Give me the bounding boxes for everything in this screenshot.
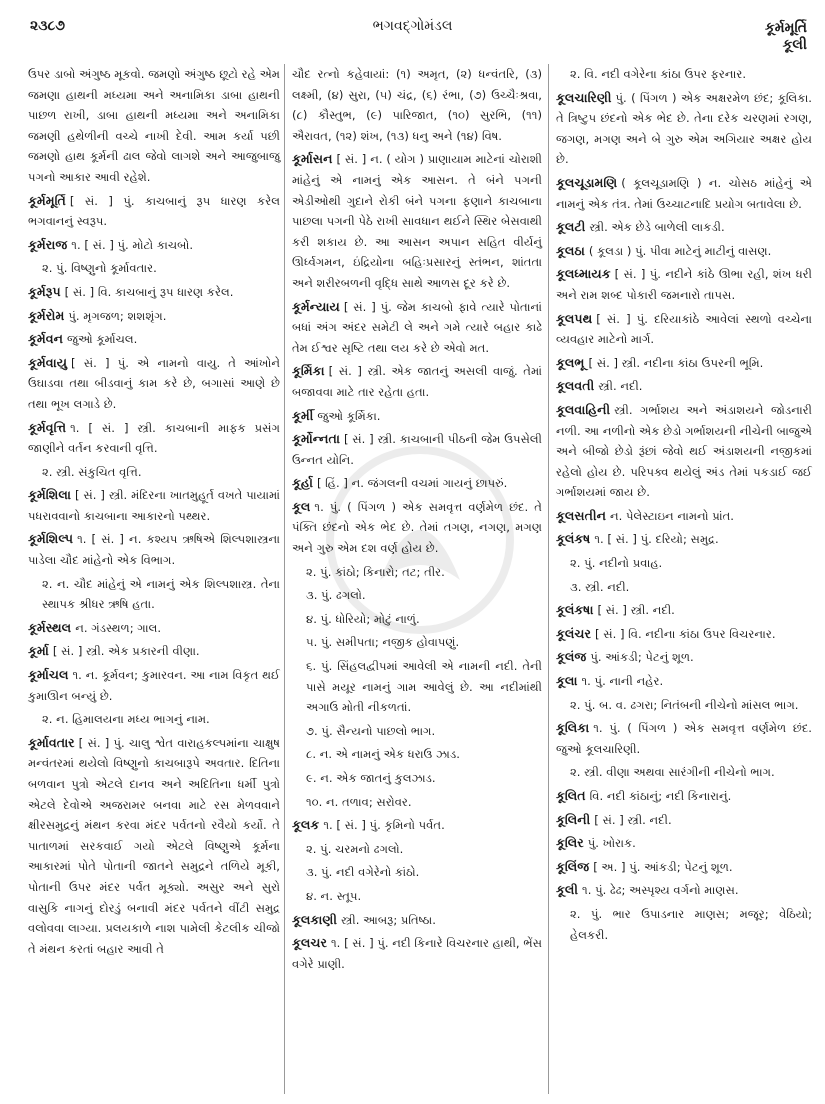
definition: ૨. પું. નદીનો પ્રવાહ. [570, 556, 663, 571]
dictionary-entry [556, 241, 812, 262]
definition: [ સં. ] સ્ત્રી. મંદિરના ખાતમુહૂર્ત વખતે પાયામાં પધરાવવાનો કાચબાના આકારનો પથ્થર. [28, 488, 280, 523]
headword: કૂલિની [556, 811, 591, 827]
definition: ૭. પું. સૈન્યનો પાછલો ભાગ. [306, 723, 436, 738]
headword: કૂલ [292, 498, 311, 514]
definition: ૩. પું. ઢગલો. [306, 588, 366, 603]
definition: સ્ત્રી. નદી. [598, 379, 643, 394]
definition: ૨. સ્ત્રી. સંકુચિત વૃત્તિ. [42, 464, 142, 479]
dictionary-entry [292, 429, 542, 470]
definition: ૪. ન. સ્તૂપ. [306, 888, 362, 903]
column-2 [292, 64, 542, 977]
dictionary-entry [556, 173, 812, 214]
entry-sense [28, 258, 280, 279]
dictionary-entry [556, 376, 812, 397]
dictionary-entry [28, 618, 280, 639]
entry-sense [28, 574, 280, 615]
headword: કૂર્મરોમ [28, 307, 65, 323]
definition: ૧. પું. નાની નહેર. [581, 674, 664, 689]
entry-sense [292, 862, 542, 883]
definition: [ હિં. ] ન. જંગલની વચમાં ગાયનું છાપરું. [316, 476, 508, 491]
dictionary-entry [556, 506, 812, 527]
definition: ૨. પું. કાંઠો; કિનારો; તટ; તીર. [306, 564, 445, 579]
dictionary-entry [556, 309, 812, 350]
headword: કૂલકાણી [292, 911, 337, 927]
definition: ( કૂલચૂડામણિ ) ન. ચોસઠ માંહેનું એ નામનું એક તંત્ર. તેમાં ઉચ્ચાટનાદિ પ્રયોગ બતાવેલા છે. [556, 175, 812, 211]
definition: ૮. ન. એ નામનું એક ધરાઉ ઝાડ. [306, 747, 460, 762]
dictionary-entry [28, 282, 280, 303]
definition: [ સં. ] પું. દરિયાકાંઠે આવેલાં સ્થળો વચ્ચેના વ્યવહાર માટેનો માર્ગ. [556, 311, 812, 347]
dictionary-entry [28, 306, 280, 327]
dictionary-entry [556, 647, 812, 668]
entry-sense [556, 904, 812, 945]
dictionary-entry [556, 217, 812, 238]
guide-word-first: કૂર્મમૂર્તિ [764, 20, 807, 36]
headword: કૂલઠા [556, 242, 585, 258]
definition: જુઓ કૂર્મિકા. [317, 408, 381, 423]
definition: ૨. વિ. નદી વગેરેના કાંઠા ઉપર ફરનાર. [570, 67, 747, 81]
definition: [ અ. ] પું. આંકડી; પેટનું શૂળ. [593, 859, 733, 874]
headword: કૂલી [556, 882, 579, 898]
headword: કૂર્મરૂપ [28, 283, 61, 299]
definition: ૪. પું. ધોરિયો; મોટું નાળું. [306, 611, 420, 626]
headword: કૂલટી [556, 219, 586, 235]
definition: ૨. પું. બ. વ. ઢગરા; નિતંબની નીચેનો માંસલ ભાગ. [570, 697, 799, 712]
headword: કૂલચારિણી [556, 89, 612, 105]
headword: કૂલચૂડામણિ [556, 174, 618, 190]
dictionary-entry [292, 361, 542, 402]
dictionary-entry [28, 529, 280, 570]
headword: કૂલચર [292, 935, 327, 951]
definition: [ સં. ] વિ. નદીના કાંઠા ઉપર વિચરનાર. [595, 626, 776, 641]
definition: ૨. ન. હિમાલયના મધ્ય ભાગનું નામ. [42, 712, 210, 727]
definition: ૧. [ સં. ] પું. નદી કિનારે વિચરનાર હાથી, ભેંસ વગેરે પ્રાણી. [292, 936, 542, 971]
definition: [ સં. ] પું. એ નામનો વાયુ. તે આંખોને ઉઘાડવા તથા બીડવાનું કામ કરે છે, બગાસાં આણે છે તથા ભૂખ લગાડે છે. [28, 355, 280, 411]
headword: કૂર્મિકા [292, 363, 325, 379]
column-3 [556, 64, 812, 948]
entry-sense [292, 886, 542, 907]
definition: ૧. પું. ઢેઢ; અસ્પૃશ્ય વર્ગનો માણસ. [582, 883, 739, 898]
headword: કૂર્માવતાર [28, 734, 75, 750]
headword: કૂર્મસ્થલ [28, 619, 72, 635]
definition: ૯. ન. એક જાતનું કુલઝાડ. [306, 771, 436, 785]
dictionary-entry [556, 857, 812, 878]
definition: વિ. નદી કાંઠાનું; નદી કિનારાનું. [589, 789, 732, 803]
definition: [ સં. ] સ્ત્રી. નદી. [597, 603, 675, 618]
definition: પું. મૃગજળ; શશશૃંગ. [68, 308, 167, 323]
definition: [ સં. ] વિ. કાચબાનું રૂપ ધારણ કરેલ. [64, 284, 234, 299]
definition: [ સં. ] સ્ત્રી. એક જાતનું અસલી વાજું. તેમાં બજાવવા માટે તાર રહેતા હતા. [292, 364, 542, 399]
headword: કૂલિકા [556, 720, 590, 736]
entry-sense [292, 839, 542, 860]
dictionary-entry [292, 406, 542, 427]
dictionary-entry [556, 833, 812, 854]
dictionary-entry [28, 329, 280, 350]
definition: [ સં. ] સ્ત્રી. એક પ્રકારની વીણા. [52, 644, 200, 659]
definition: જુઓ કૂર્માચલ. [67, 332, 138, 347]
entry-sense [292, 585, 542, 606]
definition: ૨. પું. ભાર ઉપાડનાર માણસ; મજૂર; વેઠિયો; હેલકરી. [570, 906, 812, 942]
dictionary-entry [28, 353, 280, 415]
headword: કૂલપથ [556, 310, 593, 326]
definition: ( કૂલડા ) પું. પીવા માટેનું માટીનું વાસણ. [588, 243, 772, 258]
dictionary-entry [292, 149, 542, 293]
headword: કૂલંકષ [556, 531, 591, 547]
definition: ૩. પું. નદી વગેરેનો કાંઠો. [306, 865, 420, 880]
headword: કૂલધ્માયક [556, 266, 611, 282]
dictionary-entry [292, 297, 542, 359]
entry-sense [556, 695, 812, 716]
column-divider [548, 64, 549, 1094]
dictionary-entry [28, 235, 280, 256]
definition: ૧. ન. કૂર્મવન; કુમારવન. આ નામ વિકૃત થઈ કુમાઊન બન્યું છે. [28, 668, 280, 703]
headword: કૂલિત [556, 788, 586, 803]
entry-sense [556, 762, 812, 783]
headword: કૂલા [556, 673, 578, 689]
entry-continuation [292, 64, 542, 146]
definition: [ સં. ] સ્ત્રી. કાચબાની પીઠની જેમ ઉપસેલી ઉન્નત યોનિ. [292, 432, 542, 467]
headword: કૂલિર [556, 835, 584, 851]
dictionary-entry [556, 264, 812, 305]
definition: ૨. સ્ત્રી. વીણા અથવા સારંગીની નીચેનો ભાગ. [570, 765, 775, 780]
definition: ૧. પું. ( પિંગળ ) એક સમવૃત્ત વર્ણમેળ છંદ. જુઓ કૂલચારિણી. [556, 721, 812, 756]
dictionary-entry [28, 485, 280, 526]
dictionary-entry [292, 815, 542, 836]
definition: [ સં. ] પું. જેમ કાચબો ફાવે ત્યારે પોતાનાં બધાં અંગ અંદર સમેટી લે અને ગમે ત્યારે બહાર કાઢે તેમ ઈશ્વર સૃષ્ટિ તથા લય કરે છે એવો મત. [292, 299, 542, 355]
guide-words [765, 20, 807, 54]
definition: [ સં. ] ન. ( યોગ ) પ્રાણાયામ માટેનાં ચોરાશી માંહેનું એ નામનું એક આસન. તે બંને પગની એડીઓથી ગુદાને રોકી બંને પગના ફણાને કાચબાના પાછલા પગની પેઠે રાખી સાવધાન થઈને સ્થિર બેસવાથી કરી શકાય છે. આ આસન અપાન સહિત વીર્યનું ઊર્ધ્વગમન, ઇંદ્રિયોના બહિઃપ્રસારનું સ્તંભન, શાંતતા અને શરીરબળની વૃદ્ધિ સાથે આળસ દૂર કરે છે. [292, 152, 542, 290]
headword: કૂર્માચલ [28, 667, 69, 683]
entry-sense [292, 721, 542, 742]
headword: કૂર્મન્યાય [292, 298, 340, 314]
dictionary-entry [556, 810, 812, 831]
definition: ૧. [ સં. ] સ્ત્રી. કાચબાની માફક પ્રસંગ જાણીને વર્તન કરવાની વૃત્તિ. [28, 420, 280, 456]
entry-sense [292, 632, 542, 653]
headword: કૂર્મમૂર્તિ [28, 192, 66, 208]
headword: કૂર્મવન [28, 331, 64, 347]
entry-sense [292, 768, 542, 789]
definition: ચૌદ રત્નો કહેવાયાં: (૧) અમૃત, (૨) ધન્વંતરિ, (૩) લક્ષ્મી, (૪) સુરા, (૫) ચંદ્ર, (૬) રંભા, (૭) ઉચ્ચૈઃશ્રવા, (૮) કૌસ્તુભ, (૯) પારિજાત, (૧૦) સુરભિ, (૧૧) ઐરાવત, (૧૨) શંખ, (૧૩) ધનુ અને (૧૪) વિષ. [292, 67, 542, 143]
headword: કૂલિંજ [556, 858, 590, 874]
entry-sense [556, 553, 812, 574]
definition: ૫. પું. સમીપતા; નજીક હોવાપણું. [306, 635, 460, 650]
definition: ૨. પું. વિષ્ણુનો કૂર્માવતાર. [42, 261, 157, 276]
dictionary-entry [28, 733, 280, 960]
headword: કૂલસતીન [556, 507, 606, 523]
dictionary-entry [292, 933, 542, 974]
definition: સ્ત્રી. એક છેડે બાળેલી લાકડી. [589, 220, 725, 235]
definition: ૬. પું. સિંહલદ્વીપમાં આવેલી એ નામની નદી. તેની પાસે મયૂર નામનું ગામ આવેલું છે. આ નદીમાંથી અગાઉ મોતી નીકળતાં. [306, 659, 542, 715]
definition: ૧. પું. ( પિંગળ ) એક સમવૃત્ત વર્ણમેળ છંદ. તે પંક્તિ છંદનો એક ભેદ છે. તેમાં તગણ, નગણ, મગણ અને ગુરુ એમ દશ વર્ણ હોય છે. [292, 499, 542, 556]
dictionary-entry [292, 497, 542, 559]
definition: [ સં. ] સ્ત્રી. નદી. [594, 812, 672, 827]
headword: કૂલભૂ [556, 354, 585, 370]
dictionary-entry [556, 718, 812, 759]
definition: ૧. [ સં. ] પું. કૃમિનો પર્વત. [323, 818, 445, 833]
definition: ૧૦. ન. તળાવ; સરોવર. [306, 794, 412, 809]
headword: કૂર્મશિલા [28, 487, 71, 503]
entry-sense [28, 462, 280, 483]
entry-sense [556, 64, 812, 85]
page-title: ભગવદ્ગોમંડલ [372, 18, 453, 34]
guide-word-last: કૂલી [782, 37, 807, 53]
definition: [ સં. ] સ્ત્રી. નદીના કાંઠા ઉપરની ભૂમિ. [588, 355, 764, 370]
headword: કૂર્મા [28, 643, 49, 659]
headword: કૂલવાહિની [556, 401, 611, 417]
definition: પું. આંકડી; પેટનું શૂળ. [590, 650, 694, 665]
dictionary-entry [556, 671, 812, 692]
entry-sense [292, 744, 542, 765]
definition: ન. પેલેસ્ટાઇન નામનો પ્રાંત. [609, 508, 734, 523]
headword: કૂલક [292, 817, 320, 833]
headword: કૂલવતી [556, 378, 595, 394]
headword: કૂર્માસન [292, 151, 333, 167]
dictionary-entry [556, 529, 812, 550]
definition: ન. ગંડસ્થળ; ગાલ. [75, 620, 162, 635]
headword: કૂર્મશિલ્પ [28, 531, 74, 547]
definition: સ્ત્રી. આબરૂ; પ્રતિષ્ઠા. [340, 912, 436, 927]
definition: પું. ( પિંગળ ) એક અક્ષરમેળ છંદ; કૂલિકા. તે ત્રિષ્ટુપ છંદનો એક ભેદ છે. તેના દરેક ચરણમાં રગણ, જગણ, મગણ અને બે ગુરુ એમ અગિયાર અક્ષર હોય છે. [556, 90, 812, 167]
headword: કૂલંજ [556, 649, 587, 665]
headword: કૂર્મવૃત્તિ [28, 419, 67, 435]
dictionary-entry [556, 786, 812, 807]
definition: [ સં. ] પું. નદીને કાંઠે ઊભા રહી, શંખ ધરી અને રામ શબ્દ પોકારી જમનારો તાપસ. [556, 267, 812, 302]
headword: કૂર્મવાયુ [28, 354, 68, 370]
column-divider [284, 64, 285, 1094]
definition: [ સં. ] પું. કાચબાનું રૂપ ધારણ કરેલ ભગવાનનું સ્વરૂપ. [28, 193, 280, 229]
definition: ૧. [ સં. ] પું. મોટો કાચબો. [71, 237, 194, 252]
dictionary-entry [28, 418, 280, 459]
dictionary-entry [292, 473, 542, 494]
definition: ૩. સ્ત્રી. નદી. [570, 579, 630, 594]
definition: ૧. [ સં. ] પું. દરિયો; સમુદ્ર. [594, 532, 719, 547]
dictionary-entry [556, 600, 812, 621]
definition: સ્ત્રી. ગર્ભાશય અને અંડાશયને જોડનારી નળી. આ નળીનો એક છેડો ગર્ભાશયની નીચેની બાજુએ અને બીજો છેડો રૂંછાં જેવો થઈ અંડાશયની નજીકમાં રહેલો હોય છે. પરિપક્વ થયેલું અંડ તેમાં પકડાઈ જઈ ગર્ભાશયમાં જાય છે. [556, 402, 812, 500]
dictionary-entry [556, 353, 812, 374]
entry-sense [28, 709, 280, 730]
headword: કૂર્મોન્નતા [292, 431, 340, 447]
headword: કૂર્મી [292, 407, 314, 423]
headword: કૂલંચર [556, 625, 591, 641]
definition: પું. ખોરાક. [587, 836, 636, 851]
entry-continuation [28, 64, 280, 188]
dictionary-entry [292, 910, 542, 931]
entry-sense [292, 656, 542, 718]
dictionary-entry [556, 400, 812, 503]
dictionary-entry [28, 665, 280, 706]
dictionary-entry [556, 880, 812, 901]
entry-sense [292, 792, 542, 813]
dictionary-entry [28, 641, 280, 662]
dictionary-entry [556, 624, 812, 645]
dictionary-entry [28, 191, 280, 232]
entry-sense [292, 609, 542, 630]
entry-sense [556, 577, 812, 598]
entry-sense [292, 562, 542, 583]
page-number: ૨૩૮૭ [30, 18, 65, 34]
headword: કૂર્મરાજ [28, 236, 68, 252]
headword: કૂલંકષા [556, 602, 594, 618]
definition: ૧. [ સં. ] ન. કશ્યપ ઋષિએ શિલ્પશાસ્ત્રના પાડેલા ચૌદ માંહેનો એક વિભાગ. [28, 532, 280, 568]
column-1 [28, 64, 280, 962]
definition: [ સં. ] પું. ચાલુ શ્વેત વારાહકલ્પમાંના ચાક્ષુષ મન્વંતરમાં થયેલો વિષ્ણુનો કાચબારૂપે અવતાર. દિતિના બળવાન પુત્રો એટલે દાનવ અને અદિતિના ધર્મી પુત્રો એટલે દેવોએ અજરામર બનવા માટે રસ મેળવવાને ક્ષીરસમુદ્રનું મંથન કરવા મંદર પર્વતનો રવૈયો કર્યો. તે પાતાળમાં સરકવાઈ ગયો એટલે વિષ્ણુએ કૂર્મના આકારમાં પોતે પોતાની જાતને સમુદ્રને તળિયે મૂકી, પોતાની ઉપર મંદર પર્વત મૂક્યો. અસુર અને સુરો વાસુકિ નાગનું દોરડું બનાવી મંદર પર્વતને વીંટી સમુદ્ર વલોવવા લાગ્યા. પ્રલયકાળે નાશ પામેલી કેટલીક ચીજો તે મંથન કરતાં બહાર આવી તે [28, 735, 280, 956]
headword: કૂર્હા [292, 475, 313, 491]
definition: ૨. ન. ચૌદ માંહેનું એ નામનું એક શિલ્પશાસ્ત્ર. તેના સ્થાપક શ્રીધર ઋષિ હતા. [42, 576, 280, 612]
definition: ૨. પું. ચરમનો ઢગલો. [306, 841, 404, 856]
definition: ઉપર ડાબો અંગુષ્ઠ મૂકવો. જમણો અંગુષ્ઠ છૂટો રહે એમ જમણા હાથની મધ્યમા અને અનામિકા ડાબા હાથની પાછળ રાખી, ડાબા હાથની મધ્યમા અને અનામિકા જમણી હથેળીની વચ્ચે નાખી દેવી. આમ કર્યા પછી જમણો હાથ કૂર્મની ઢાલ જેવો લાગશે અને આજુબાજુ પગનો આકાર આવી રહેશે. [28, 67, 280, 184]
dictionary-entry [556, 88, 812, 170]
